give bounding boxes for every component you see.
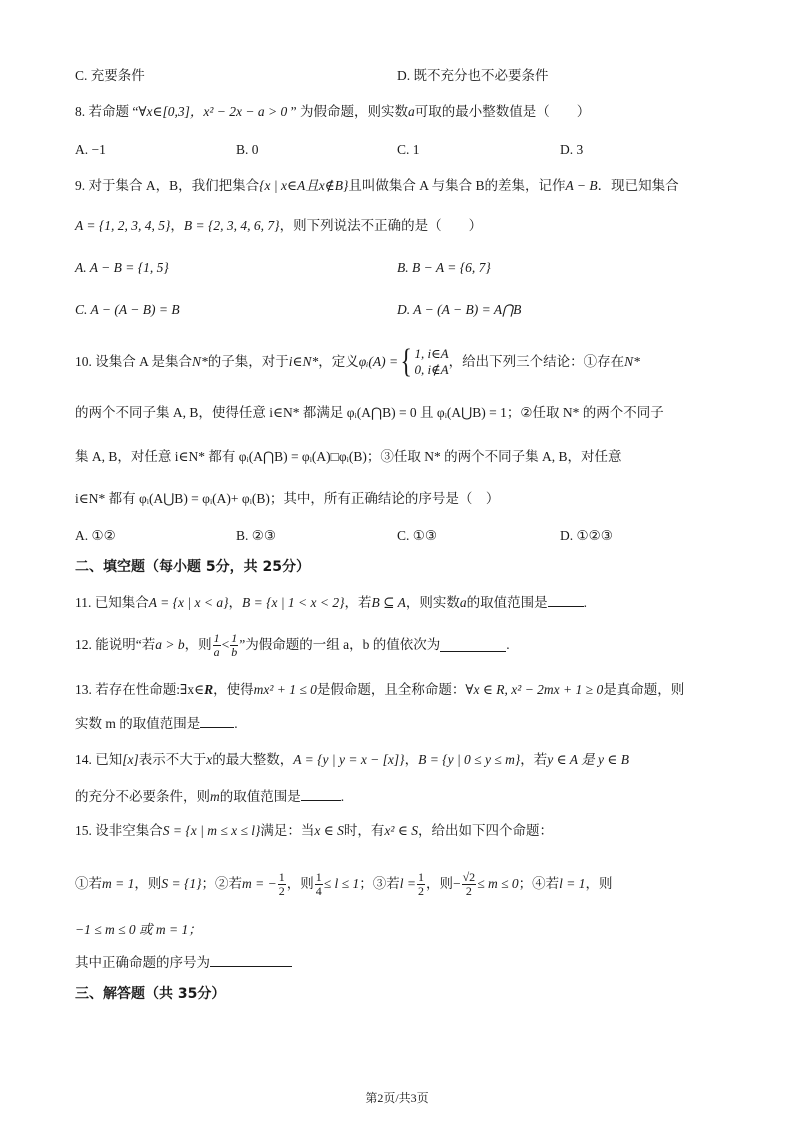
q10-case-1: 1, i∈A <box>414 345 449 361</box>
question-10-line-1 <box>75 340 640 384</box>
q11-f: . <box>583 595 587 610</box>
q9-set-a: A = {1, 2, 3, 4, 5} <box>75 218 171 233</box>
q12-cond: a > b <box>155 636 185 652</box>
q15-p1c: ，则 <box>134 875 162 891</box>
question-15-line-1 <box>75 823 553 839</box>
q12-a: 12. 能说明“若 <box>75 636 156 652</box>
q9-option-c: C. A − (A − B) = B <box>75 302 180 317</box>
q14-x: x <box>206 752 213 767</box>
q9-text-a: 9. 对于集合 A，B，我们把集合 <box>75 178 260 193</box>
q13-l2: 实数 m 的取值范围是 <box>75 716 201 731</box>
q13-real-set: R <box>204 682 214 697</box>
q15-a: 15. 设非空集合 <box>75 823 163 838</box>
q13-b: ，使得 <box>213 682 254 697</box>
q11-b: ， <box>228 595 242 610</box>
q14-a: 14. 已知 <box>75 752 123 767</box>
q10-nstar: N* <box>192 353 208 369</box>
q8-forall: ∀x∈[0,3]， <box>138 104 204 119</box>
q14-answer-blank[interactable] <box>301 788 341 801</box>
q11-d: ，则实数 <box>405 595 460 610</box>
question-13-line-1 <box>75 682 684 698</box>
q12-frac-2: $\frac{1}{b}$ <box>231 630 238 659</box>
q11-var: a <box>459 595 467 610</box>
q15-b: 满足：当 <box>260 823 315 838</box>
q15-p1a: ①若 <box>75 875 102 891</box>
question-15-line-2 <box>75 862 613 906</box>
q9-option-d: D. A − (A − B) = A⋂B <box>397 302 522 317</box>
q9-option-b: B. B − A = {6, 7} <box>397 260 491 275</box>
q9-text-b: 且叫做集合 A 与集合 B的差集，记作 <box>348 178 566 193</box>
question-9-line-2 <box>75 218 482 234</box>
q15-p4a: ；④若 <box>518 875 560 891</box>
q9-notation: A − B <box>565 178 598 193</box>
q14-set-a: A = {y | y = x − [x]} <box>293 752 405 767</box>
q15-l4: 其中正确命题的序号为 <box>75 955 210 970</box>
q13-c: 是假命题，且全称命题： <box>316 682 466 697</box>
q14-d: ，若 <box>520 752 548 767</box>
question-10-line-4: i∈N* 都有 φᵢ(A⋃B) = φᵢ(A)+ φᵢ(B)；其中，所有正确结论的序号是（ ） <box>75 491 500 506</box>
q9-sep: ， <box>170 218 184 233</box>
q8-option-a: A. −1 <box>75 142 106 157</box>
q9-text-c: ．现已知集合 <box>597 178 679 193</box>
q15-p3a: ；③若 <box>359 875 400 891</box>
q15-p2f: ≤ l ≤ 1 <box>323 875 360 891</box>
q9-option-a: A. A − B = {1, 5} <box>75 260 169 275</box>
q15-p3-minus: − <box>452 875 461 891</box>
q15-p2b: m = − <box>242 875 277 891</box>
section-3-heading: 三、解答题（共 35分） <box>75 986 226 1002</box>
q9-tail: ，则下列说法不正确的是（ ） <box>279 218 483 233</box>
question-9-line-1 <box>75 178 679 194</box>
q10-text-c: ，定义 <box>318 353 359 369</box>
q15-p2a: ；②若 <box>201 875 243 891</box>
q15-frac-quarter: $\frac{1}{4}$ <box>315 869 322 898</box>
q10-i-in: i∈N* <box>288 353 319 369</box>
q8-tail: ” 为假命题，则实数 <box>287 104 409 119</box>
q10-phi-def: φᵢ(A) = <box>358 353 399 369</box>
question-11 <box>75 594 587 611</box>
q8-num: 8. 若命题 “ <box>75 104 139 119</box>
q8-var: a <box>408 104 415 119</box>
q13-ineq-1: mx² + 1 ≤ 0 <box>253 682 317 697</box>
q15-frac-half-2: $\frac{1}{2}$ <box>417 869 424 898</box>
section-2-heading: 二、填空题（每小题 5分，共 25分） <box>75 559 310 575</box>
q14-l2-b: 的取值范围是 <box>219 789 301 804</box>
q12-c: ”为假命题的一组 a，b 的值依次为 <box>239 636 441 652</box>
q9-set-diff: {x | x∈A且x∉B} <box>259 178 349 193</box>
q14-set-b: B = {y | 0 ≤ y ≤ m} <box>418 752 521 767</box>
question-13-line-2 <box>75 715 238 732</box>
q15-p3b: l = <box>399 875 416 891</box>
q12-frac-1: $\frac{1}{a}$ <box>213 630 220 659</box>
question-14-line-2 <box>75 788 344 805</box>
q15-p3c: ，则 <box>425 875 453 891</box>
q11-e: 的取值范围是 <box>466 595 548 610</box>
q15-frac-half-1: $\frac{1}{2}$ <box>278 869 285 898</box>
q14-end: . <box>340 789 345 804</box>
q8-option-d: D. 3 <box>560 142 584 157</box>
q10-nstar-2: N* <box>624 353 640 369</box>
q13-a: 13. 若存在性命题:∃x∈ <box>75 682 205 697</box>
q14-l2-a: 的充分不必要条件，则 <box>75 789 210 804</box>
q14-floor: [x] <box>122 752 139 767</box>
question-15-line-4 <box>75 954 292 971</box>
q14-c: 的最大整数， <box>212 752 294 767</box>
q10-text-a: 10. 设集合 A 是集合 <box>75 353 193 369</box>
q15-x2-in-s: x² ∈ S <box>384 823 418 838</box>
q15-d: ，给出如下四个命题： <box>417 823 553 838</box>
question-12 <box>75 626 510 664</box>
page-footer: 第2页/共3页 <box>365 1091 429 1105</box>
q11-set-a: A = {x | x < a} <box>148 595 229 610</box>
q11-c: ，若 <box>344 595 372 610</box>
q15-frac-sqrt2: $\frac{√2}{2}$ <box>462 869 476 898</box>
q10-option-c: C. ①③ <box>397 528 437 543</box>
q13-answer-blank[interactable] <box>200 715 234 728</box>
q7-option-d: D. 既不充分也不必要条件 <box>397 68 549 83</box>
q8-tail2: 可取的最小整数值是（ ） <box>414 104 591 119</box>
q10-case-2: 0, i∉A <box>414 362 449 377</box>
q15-p1d: S = {1} <box>161 875 202 891</box>
q15-answer-blank[interactable] <box>210 954 292 967</box>
q14-b: 表示不大于 <box>138 752 207 767</box>
q15-p3f: ≤ m ≤ 0 <box>477 875 519 891</box>
q8-option-c: C. 1 <box>397 142 420 157</box>
q15-p4c: ，则 <box>585 875 613 891</box>
q8-option-b: B. 0 <box>236 142 259 157</box>
q12-answer-blank[interactable] <box>440 639 506 652</box>
q10-text-d: ，给出下列三个结论：①存在 <box>448 353 625 369</box>
q15-p2c: ，则 <box>286 875 314 891</box>
q15-x-in-s: x ∈ S <box>314 823 344 838</box>
question-8 <box>75 104 590 120</box>
q14-cond: y ∈ A 是 y ∈ B <box>547 752 629 767</box>
q10-option-b: B. ②③ <box>236 528 276 543</box>
q11-subset: B ⊆ A <box>371 595 406 610</box>
question-10-line-2: 的两个不同子集 A, B，使得任意 i∈N* 都满足 φᵢ(A⋂B) = 0 且 φᵢ(A⋃B) = 1；②任取 N* 的两个不同子 <box>75 405 664 420</box>
q8-inequality: x² − 2x − a > 0 <box>203 104 288 119</box>
q14-sep: ， <box>404 752 419 767</box>
q14-m: m <box>210 789 220 804</box>
q11-a: 11. 已知集合 <box>75 595 149 610</box>
q15-p4b: l = 1 <box>559 875 586 891</box>
q15-c: 时，有 <box>343 823 385 838</box>
question-15-line-3: −1 ≤ m ≤ 0 或 m = 1； <box>75 922 202 937</box>
question-10-line-3: 集 A, B，对任意 i∈N* 都有 φᵢ(A⋂B) = φᵢ(A)□φᵢ(B)；③任取 N* 的两个不同子集 A, B，对任意 <box>75 449 622 464</box>
q11-answer-blank[interactable] <box>548 594 584 607</box>
q11-set-b: B = {x | 1 < x < 2} <box>241 595 345 610</box>
q12-lt: < <box>221 636 230 652</box>
q10-option-d: D. ①②③ <box>560 528 613 543</box>
q15-p1b: m = 1 <box>102 875 135 891</box>
q13-end: . <box>234 716 238 731</box>
q10-cases: { 1, i∈A 0, i∉A <box>400 343 449 380</box>
q15-set-s: S = {x | m ≤ x ≤ l} <box>162 823 261 838</box>
q9-set-b: B = {2, 3, 4, 6, 7} <box>183 218 280 233</box>
q12-b: ，则 <box>184 636 212 652</box>
q10-option-a: A. ①② <box>75 528 116 543</box>
q10-text-b: 的子集，对于 <box>207 353 289 369</box>
q13-ineq-2: ∀x ∈ R, x² − 2mx + 1 ≥ 0 <box>465 682 604 697</box>
question-14-line-1 <box>75 752 629 768</box>
q12-end: . <box>506 636 510 652</box>
q13-d: 是真命题，则 <box>603 682 685 697</box>
q7-option-c: C. 充要条件 <box>75 68 145 83</box>
